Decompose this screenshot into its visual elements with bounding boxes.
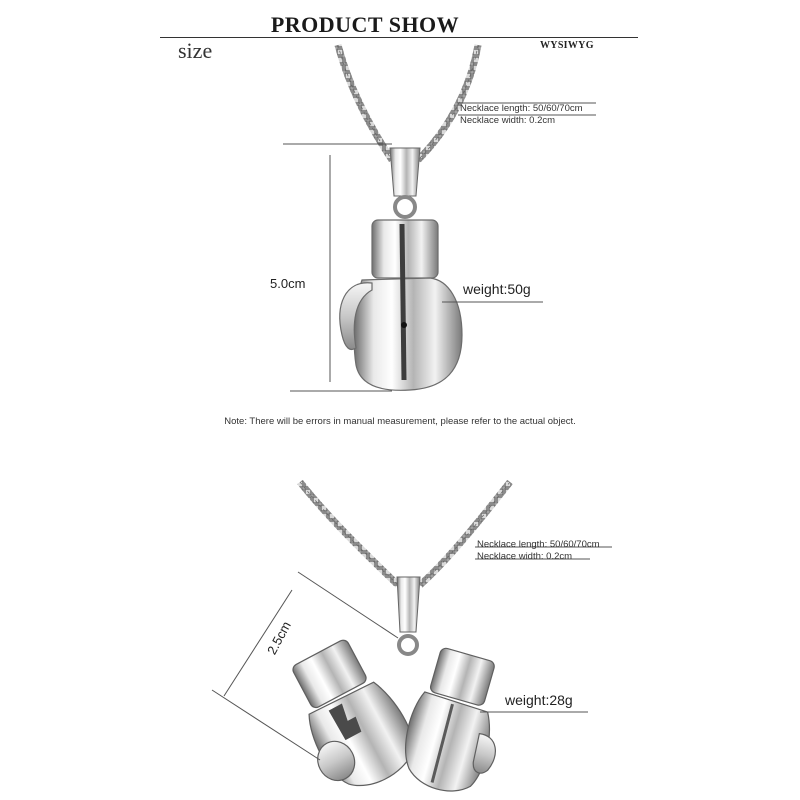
- pendant-height-label: 2.5cm: [264, 618, 294, 658]
- measurement-note: Note: There will be errors in manual measurement, please refer to the actual object.: [224, 416, 576, 427]
- size-label: size: [178, 38, 213, 63]
- single-boxing-glove-icon: [340, 220, 462, 390]
- necklace-length-spec: Necklace length: 50/60/70cm: [460, 103, 583, 114]
- chain-icon: [338, 45, 478, 160]
- chain-icon: [300, 482, 510, 585]
- pendant-height-label: 5.0cm: [270, 276, 306, 291]
- necklace-length-spec: Necklace length: 50/60/70cm: [477, 539, 600, 550]
- double-boxing-gloves-icon: [271, 632, 519, 800]
- necklace-width-spec: Necklace width: 0.2cm: [460, 115, 556, 126]
- necklace-width-spec: Necklace width: 0.2cm: [477, 551, 573, 562]
- page-title: PRODUCT SHOW: [270, 12, 460, 37]
- pendant-weight-label: weight:28g: [505, 692, 573, 708]
- pendant-weight-label: weight:50g: [463, 281, 531, 297]
- brand-label: WYSIWYG: [540, 40, 594, 51]
